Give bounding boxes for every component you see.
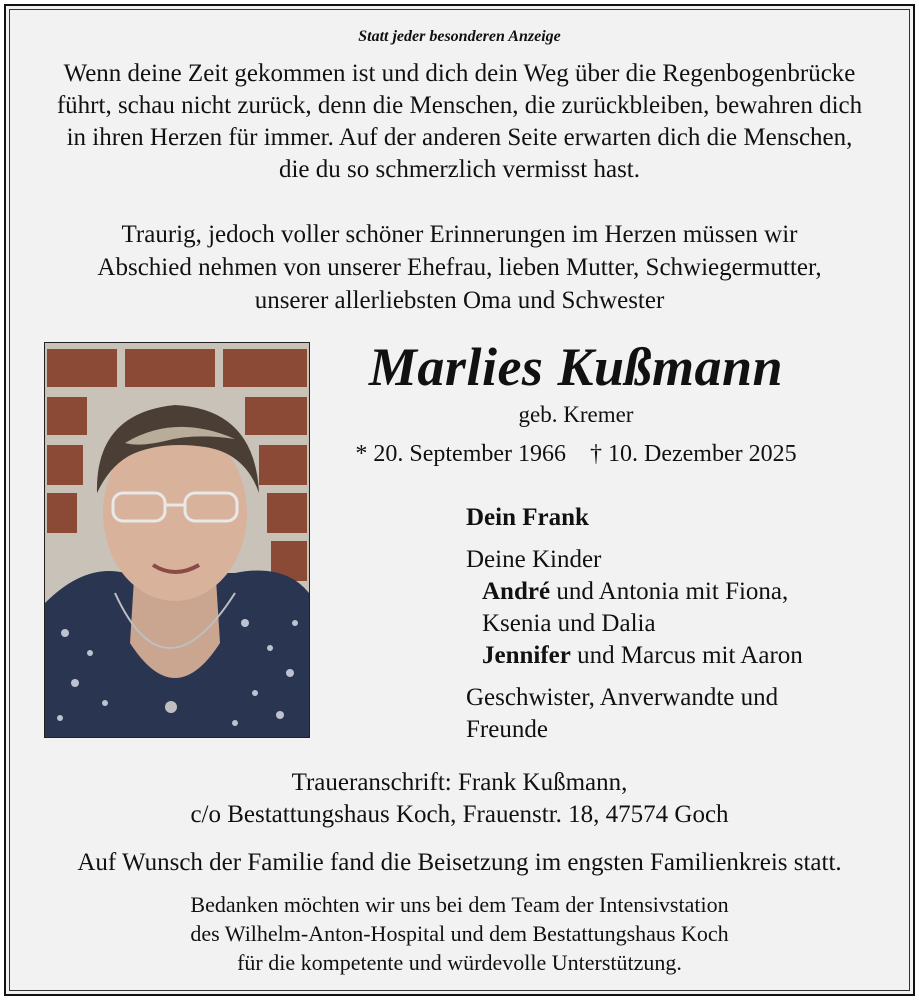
address-line: c/o Bestattungshaus Koch, Frauenstr. 18, 47574 Goch <box>190 801 729 828</box>
life-dates <box>336 441 816 468</box>
portrait-illustration <box>45 343 309 737</box>
mourning-address <box>20 767 899 831</box>
burial-note: Auf Wunsch der Familie fand die Beisetzung im engsten Familienkreis statt. <box>77 849 842 876</box>
intro-line: Abschied nehmen von unserer Ehefrau, lieben Mutter, Schwiegermutter, <box>97 254 822 281</box>
child-entry <box>466 576 803 608</box>
death-date: † 10. Dezember 2025 <box>590 441 797 467</box>
poem <box>20 58 899 186</box>
thanks-text <box>20 890 899 977</box>
intro-line: unserer allerliebsten Oma und Schwester <box>254 287 665 314</box>
thanks-line: für die kompetente und würdevolle Unterstützung. <box>237 950 682 975</box>
child-partner: und Antonia mit Fiona, <box>550 578 789 605</box>
mourners-list <box>466 502 803 746</box>
poem-line: in ihren Herzen für immer. Auf der anderen Seite erwarten dich die Menschen, <box>66 124 853 151</box>
child-partner: und Marcus mit Aaron <box>570 642 803 669</box>
child-name: André <box>482 578 551 605</box>
birth-date: * 20. September 1966 <box>355 441 567 467</box>
children-label: Deine Kinder <box>466 546 602 573</box>
poem-line: führt, schau nicht zurück, denn die Menschen, die zurückbleiben, bewahren dich <box>56 92 863 119</box>
spouse-name: Dein Frank <box>466 504 589 531</box>
child-entry <box>466 640 803 672</box>
header-note: Statt jeder besonderen Anzeige <box>358 28 561 45</box>
intro-line: Traurig, jedoch voller schöner Erinnerungen im Herzen müssen wir <box>121 221 798 248</box>
relatives-line: Freunde <box>466 716 548 743</box>
poem-line: die du so schmerzlich vermisst hast. <box>278 156 641 183</box>
relatives-line: Geschwister, Anverwandte und <box>466 684 779 711</box>
thanks-line: Bedanken möchten wir uns bei dem Team der Intensivstation <box>190 892 729 917</box>
portrait-photo <box>44 342 310 738</box>
thanks-line: des Wilhelm-Anton-Hospital und dem Bestattungshaus Koch <box>190 921 729 946</box>
child-name: Jennifer <box>482 642 571 669</box>
deceased-name: Marlies Kußmann <box>368 337 784 397</box>
address-line: Traueranschrift: Frank Kußmann, <box>291 769 628 796</box>
poem-line: Wenn deine Zeit gekommen ist und dich dein Weg über die Regenbogenbrücke <box>63 60 856 87</box>
obituary-card <box>4 4 915 996</box>
intro-text <box>20 218 899 317</box>
grandchildren-line: Ksenia und Dalia <box>482 610 656 637</box>
maiden-name: geb. Kremer <box>518 402 634 427</box>
